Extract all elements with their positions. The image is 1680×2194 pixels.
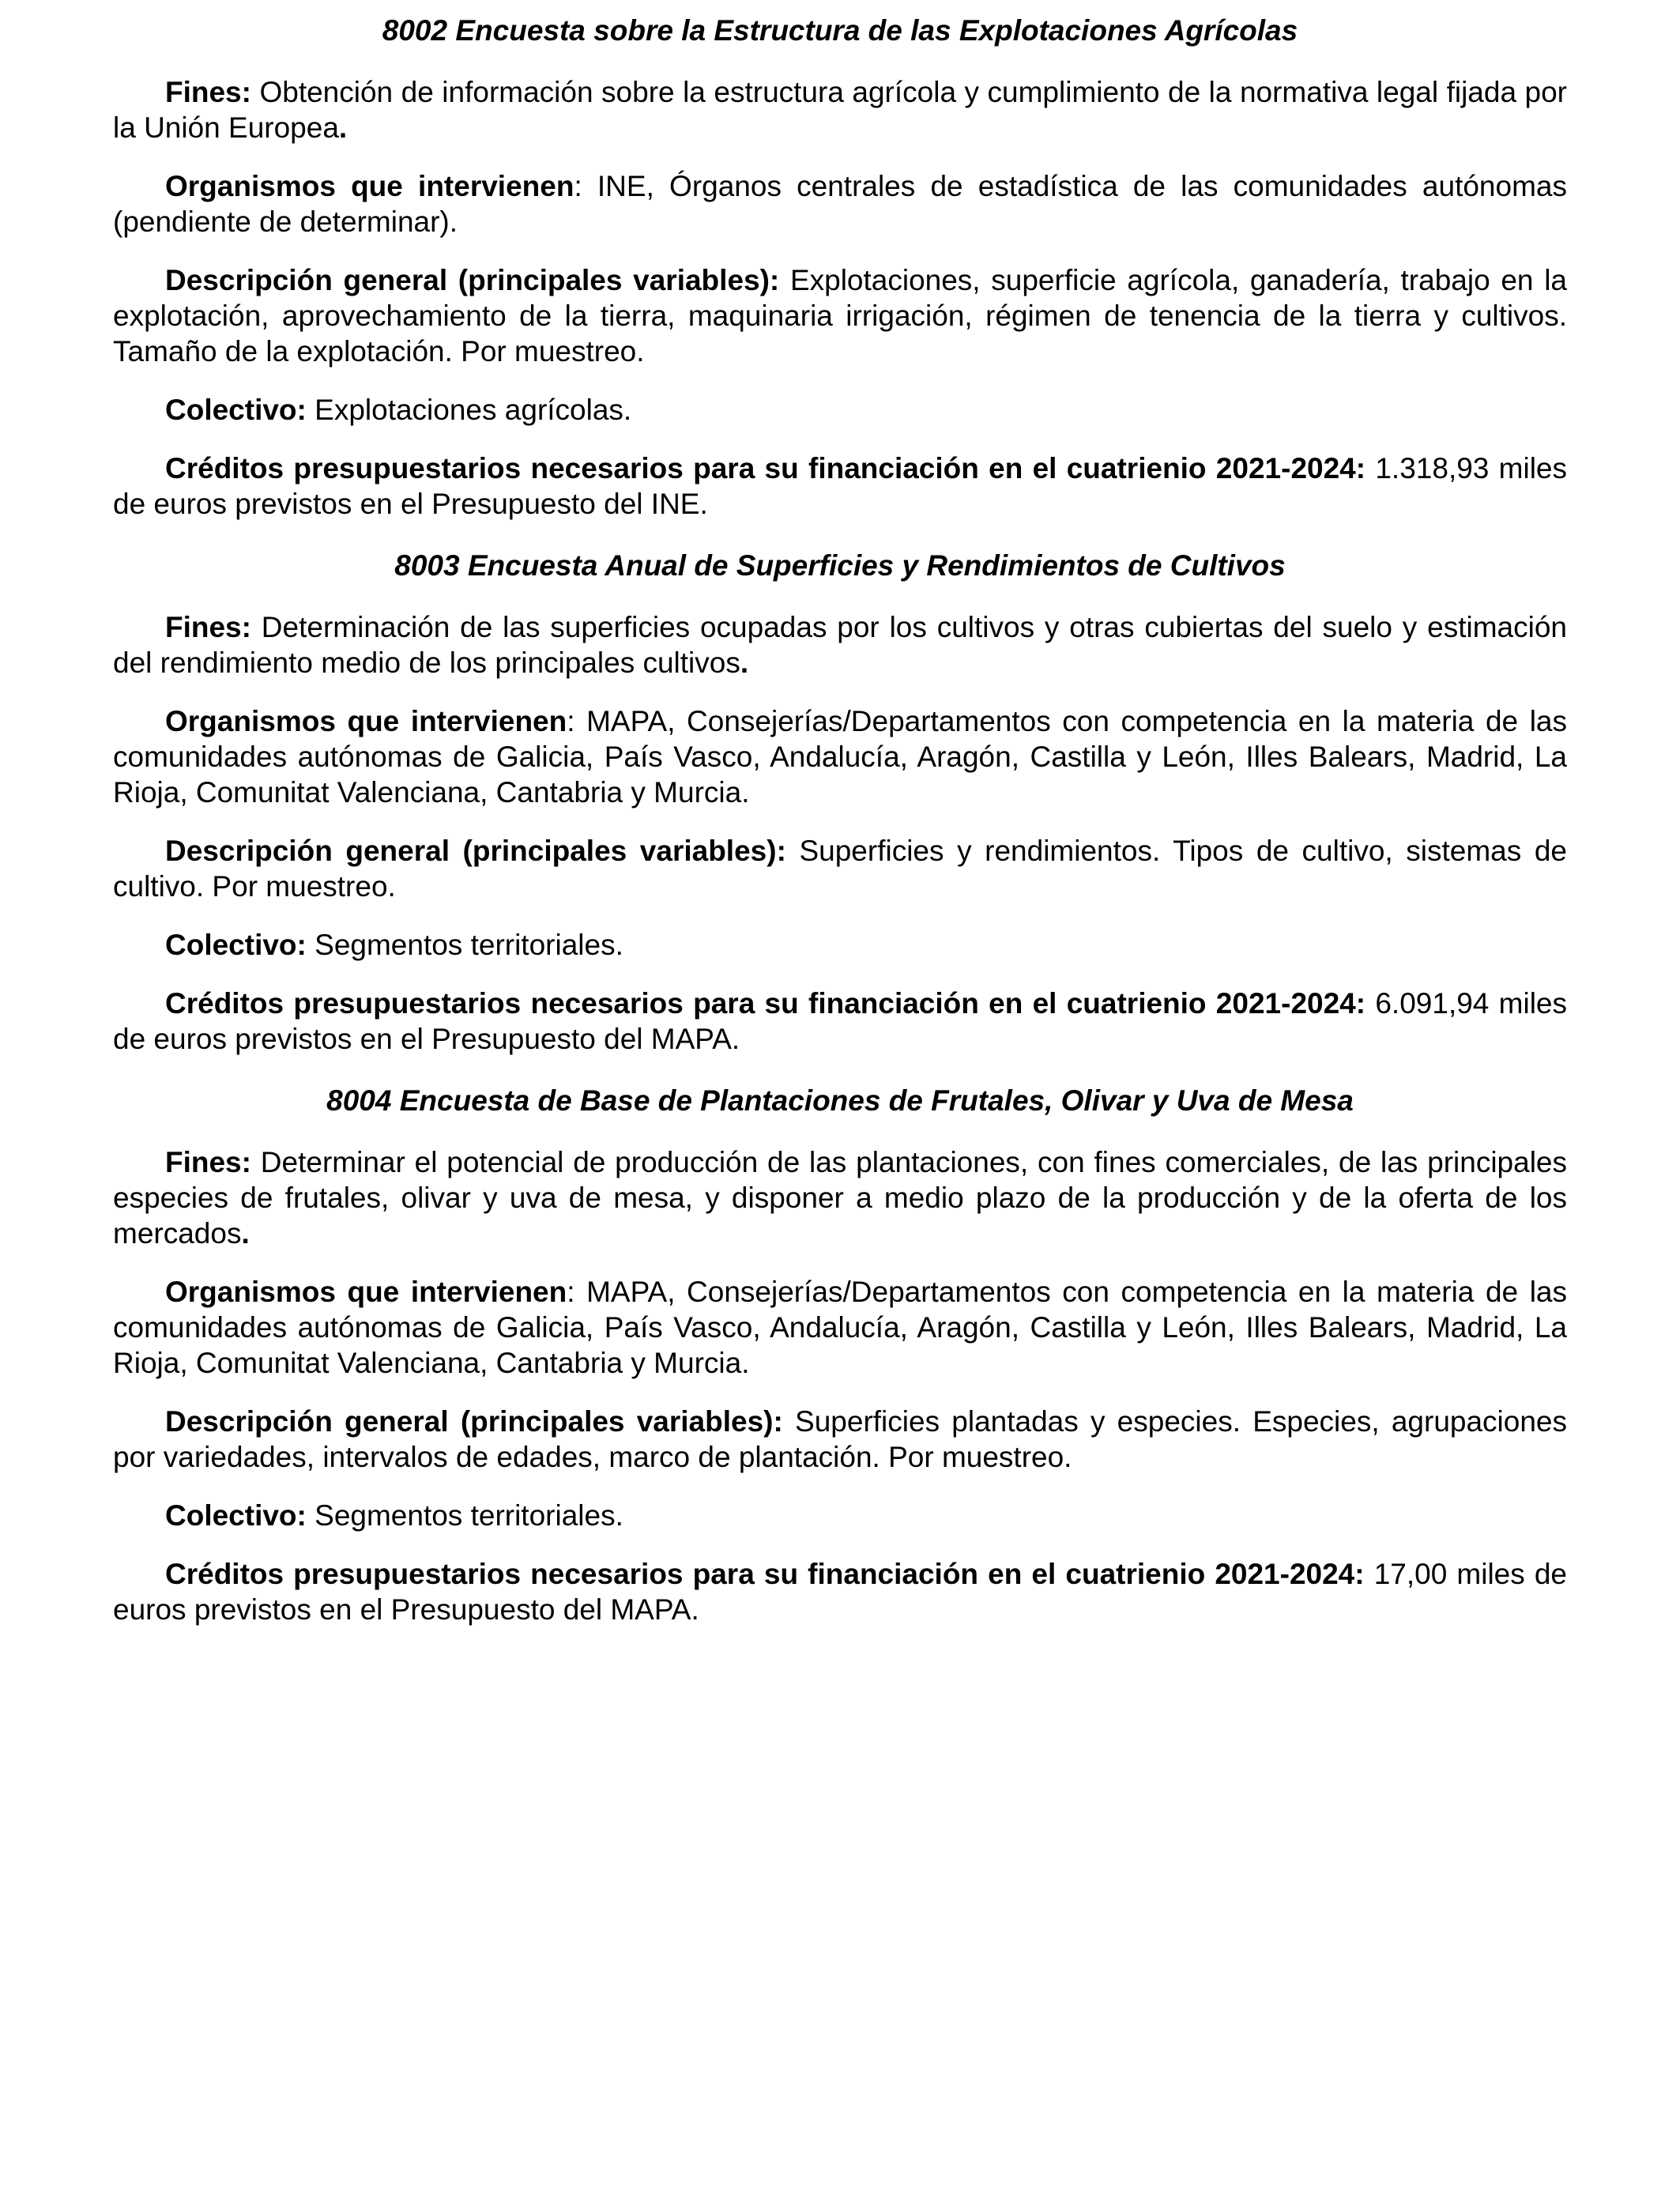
descripcion-text: Superficies plantadas y especies. Especies, agrupaciones por variedades, intervalos de edades, marco de plantación. Por muestreo. — [113, 1405, 1568, 1473]
colectivo-paragraph — [113, 927, 1567, 963]
descripcion-paragraph — [113, 833, 1567, 904]
fines-label: Fines: — [165, 611, 251, 643]
fines-paragraph — [113, 609, 1567, 680]
organismos-paragraph — [113, 1274, 1567, 1381]
descripcion-label: Descripción general (principales variables): — [165, 835, 786, 867]
descripcion-text: Superficies y rendimientos. Tipos de cultivo, sistemas de cultivo. Por muestreo. — [113, 835, 1567, 903]
organismos-text: : MAPA, Consejerías/Departamentos con competencia en la materia de las comunidades autónomas de Galicia, País Vasco, Andalucía, Aragón, Castilla y León, Illes Balears, Madrid, La Rioja, Comunitat Valenciana, Cantabria y Murcia. — [113, 1276, 1567, 1379]
fines-text: Determinar el potencial de producción de las plantaciones, con fines comerciales, de las principales especies de frutales, olivar y uva de mesa, y disponer a medio plazo de la producción y de la oferta de los mercados — [113, 1146, 1567, 1250]
colectivo-text: Segmentos territoriales. — [306, 1499, 623, 1532]
section-8002 — [113, 13, 1567, 522]
fines-end: . — [241, 1217, 250, 1250]
colectivo-paragraph — [113, 392, 1567, 428]
organismos-text: : MAPA, Consejerías/Departamentos con competencia en la materia de las comunidades autónomas de Galicia, País Vasco, Andalucía, Aragón, Castilla y León, Illes Balears, Madrid, La Rioja, Comunitat Valenciana, Cantabria y Murcia. — [113, 705, 1567, 809]
section-8004 — [113, 1083, 1567, 1627]
descripcion-paragraph — [113, 262, 1567, 369]
organismos-paragraph — [113, 703, 1567, 810]
descripcion-text: Explotaciones, superficie agrícola, ganadería, trabajo en la explotación, aprovechamiento de la tierra, maquinaria irrigación, régimen de tenencia de la tierra y cultivos. Tamaño de la explotación. Por muestreo. — [113, 264, 1567, 368]
creditos-text: 17,00 miles de euros previstos en el Presupuesto del MAPA. — [113, 1558, 1567, 1626]
colectivo-label: Colectivo: — [165, 1499, 307, 1532]
organismos-label: Organismos que intervienen — [165, 705, 567, 737]
section-title: 8003 Encuesta Anual de Superficies y Rendimientos de Cultivos — [394, 549, 1286, 582]
colectivo-text: Segmentos territoriales. — [306, 929, 623, 961]
colectivo-label: Colectivo: — [165, 394, 307, 426]
creditos-label: Créditos presupuestarios necesarios para su financiación en el cuatrienio 2021-2024: — [165, 987, 1366, 1020]
fines-label: Fines: — [165, 76, 251, 108]
creditos-label: Créditos presupuestarios necesarios para su financiación en el cuatrienio 2021-2024: — [165, 452, 1366, 484]
descripcion-paragraph — [113, 1404, 1567, 1475]
colectivo-text: Explotaciones agrícolas. — [306, 394, 632, 426]
fines-end: . — [740, 647, 749, 679]
fines-paragraph — [113, 74, 1567, 145]
fines-text: Obtención de información sobre la estructura agrícola y cumplimiento de la normativa legal fijada por la Unión Europea — [113, 76, 1567, 144]
creditos-paragraph — [113, 450, 1567, 522]
organismos-label: Organismos que intervienen — [165, 1276, 567, 1308]
section-title: 8004 Encuesta de Base de Plantaciones de Frutales, Olivar y Uva de Mesa — [326, 1084, 1354, 1117]
colectivo-label: Colectivo: — [165, 929, 307, 961]
creditos-label: Créditos presupuestarios necesarios para su financiación en el cuatrienio 2021-2024: — [165, 1558, 1365, 1590]
fines-end: . — [338, 111, 348, 144]
document-page — [113, 13, 1567, 1627]
creditos-text: 6.091,94 miles de euros previstos en el Presupuesto del MAPA. — [113, 987, 1567, 1055]
descripcion-label: Descripción general (principales variables): — [165, 264, 780, 296]
colectivo-paragraph — [113, 1498, 1567, 1533]
fines-label: Fines: — [165, 1146, 251, 1178]
fines-paragraph — [113, 1144, 1567, 1251]
creditos-text: 1.318,93 miles de euros previstos en el Presupuesto del INE. — [113, 452, 1567, 520]
creditos-paragraph — [113, 986, 1567, 1057]
section-title: 8002 Encuesta sobre la Estructura de las Explotaciones Agrícolas — [382, 14, 1298, 47]
organismos-paragraph — [113, 168, 1567, 239]
descripcion-label: Descripción general (principales variables): — [165, 1405, 783, 1438]
creditos-paragraph — [113, 1556, 1567, 1627]
organismos-text: : INE, Órganos centrales de estadística de las comunidades autónomas (pendiente de determinar). — [113, 170, 1567, 238]
section-8003 — [113, 548, 1567, 1057]
fines-text: Determinación de las superficies ocupadas por los cultivos y otras cubiertas del suelo y estimación del rendimiento medio de los principales cultivos — [113, 611, 1567, 679]
organismos-label: Organismos que intervienen — [165, 170, 574, 202]
